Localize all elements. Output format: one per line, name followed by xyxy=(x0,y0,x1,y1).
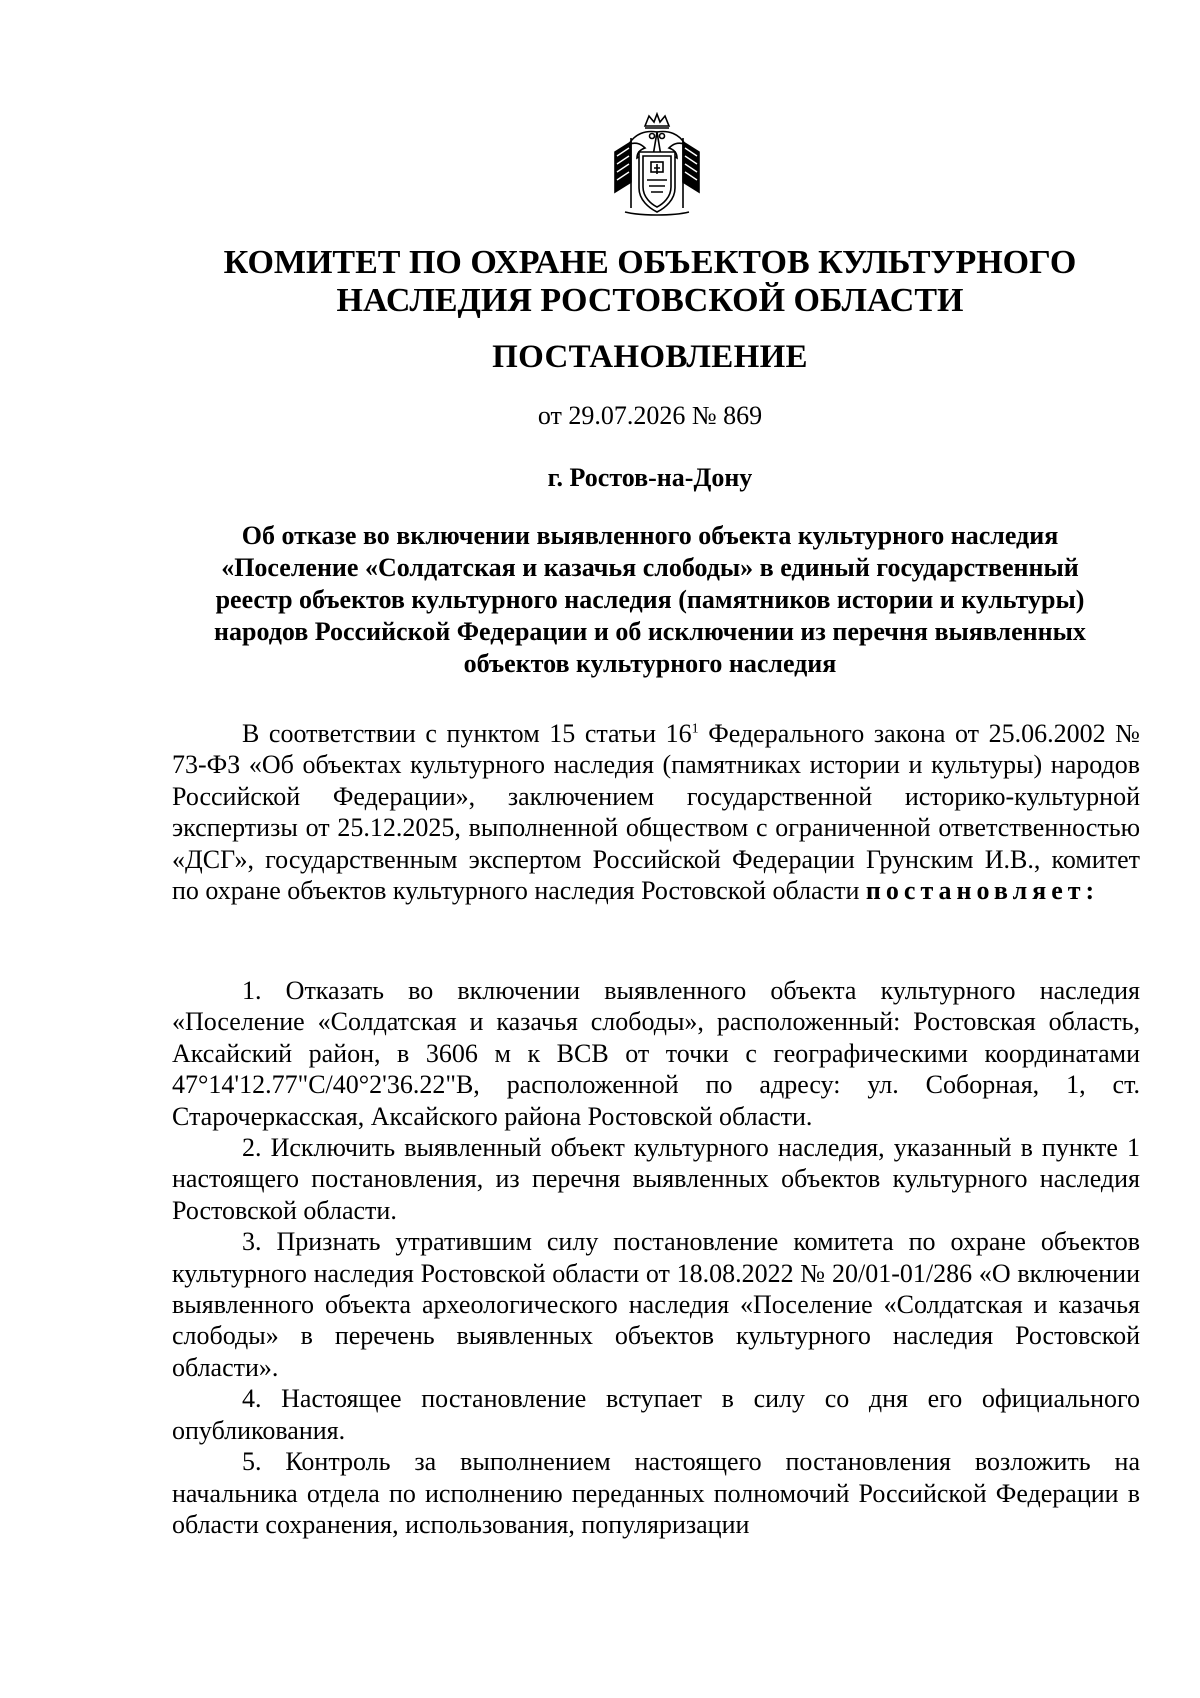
preamble-text-part-1: В соответствии с пунктом 15 статьи 16 xyxy=(242,719,692,748)
document-subject xyxy=(170,520,1130,680)
organization-name-line-2: НАСЛЕДИЯ РОСТОВСКОЙ ОБЛАСТИ xyxy=(336,282,964,319)
preamble xyxy=(172,718,1140,906)
subject-line-1: Об отказе во включении выявленного объекта культурного наследия xyxy=(241,521,1059,550)
document-date-number: от 29.07.2026 № 869 xyxy=(537,401,763,430)
subject-line-2: «Поселение «Солдатская и казачья слободы» в единый государственный xyxy=(221,553,1079,582)
subject-line-3: реестр объектов культурного наследия (памятников истории и культуры) xyxy=(215,585,1085,614)
article-superscript: 1 xyxy=(691,721,699,737)
preamble-text-part-2: Федерального закона от 25.06.2002 № 73-ФЗ «Об объектах культурного наследия (памятниках истории и культуры) народов Российской Федерации», заключением государственной историко-культурной экспертизы от 25.12.2025, выполненной обществом с ограниченной ответственностью «ДСГ», государственным экспертом Российской Федерации Грунским И.В., комитет по охране объектов культурного наследия Ростовской области xyxy=(172,719,1140,906)
resolution-verb: постановляет: xyxy=(865,876,1100,906)
resolution-items xyxy=(172,975,1140,1540)
subject-line-4: народов Российской Федерации и об исключении из перечня выявленных xyxy=(214,617,1086,646)
resolution-item-4: 4. Настоящее постановление вступает в силу со дня его официального опубликования. xyxy=(172,1384,1140,1445)
document-city: г. Ростов-на-Дону xyxy=(547,463,753,492)
resolution-item-1: 1. Отказать во включении выявленного объекта культурного наследия «Поселение «Солдатская и казачья слободы», расположенный: Ростовская область, Аксайский район, в 3606 м к ВСВ от точки с географическими координатами 47°14'12.77"С/40°2'36.22"В, расположенной по адресу: ул. Соборная, 1, ст. Старочеркасская, Аксайского района Ростовской области. xyxy=(172,976,1140,1131)
resolution-item-5: 5. Контроль за выполнением настоящего постановления возложить на начальника отдела по исполнению переданных полномочий Российской Федерации в области сохранения, использования, популяризации xyxy=(172,1447,1140,1539)
organization-name-line-1: КОМИТЕТ ПО ОХРАНЕ ОБЪЕКТОВ КУЛЬТУРНОГО xyxy=(223,244,1077,281)
organization-name xyxy=(150,244,1150,320)
coat-of-arms-icon xyxy=(601,112,713,218)
resolution-item-2: 2. Исключить выявленный объект культурного наследия, указанный в пункте 1 настоящего постановления, из перечня выявленных объектов культурного наследия Ростовской области. xyxy=(172,1133,1140,1225)
resolution-item-3: 3. Признать утратившим силу постановление комитета по охране объектов культурного наследия Ростовской области от 18.08.2022 № 20/01-01/286 «О включении выявленного объекта археологического наследия «Поселение «Солдатская и казачья слободы» в перечень выявленных объектов культурного наследия Ростовской области». xyxy=(172,1227,1140,1382)
subject-line-5: объектов культурного наследия xyxy=(463,649,837,678)
preamble-paragraph xyxy=(172,718,1140,906)
document-type: ПОСТАНОВЛЕНИЕ xyxy=(492,339,808,375)
